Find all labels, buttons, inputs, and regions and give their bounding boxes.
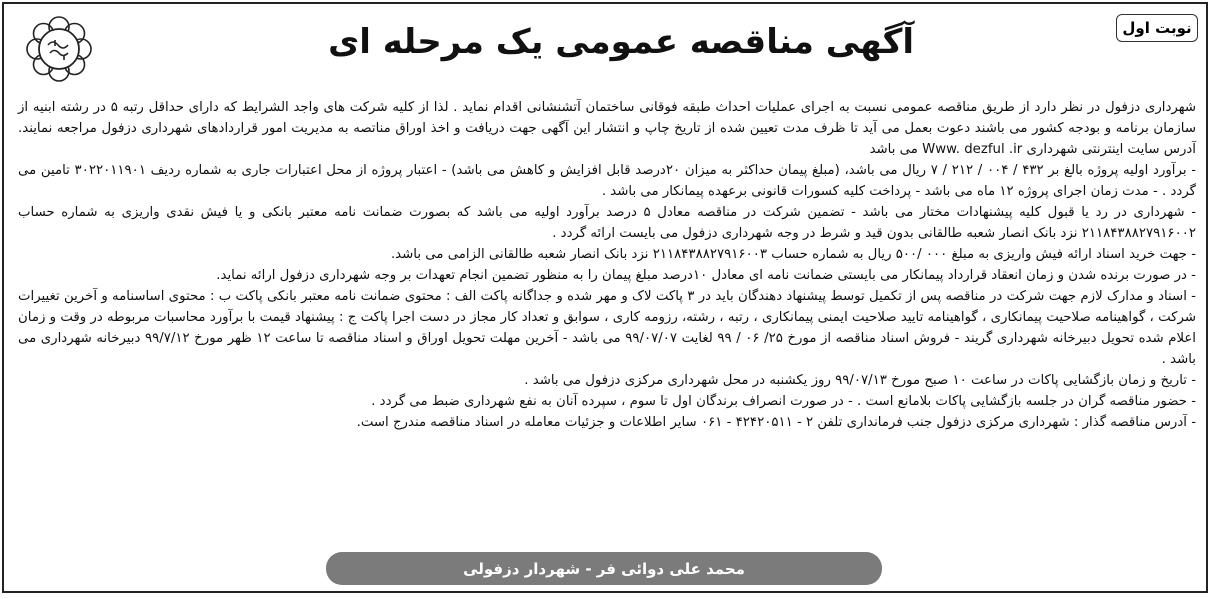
body-paragraph: - برآورد اولیه پروژه بالغ بر ۴۳۲ / ۰۰۴ / ۲۱۲ / ۷ ریال می باشد، (مبلغ پیمان حداکثر به میزان ۲۰درصد قابل افزایش و کاهش می باشد) - اعتبار پروژه از محل اعتبارات جاری به شماره ردیف ۳۰۲۲۰۱۱۹۰۱ تامین می گردد . - مدت زمان اجرای پروژه ۱۲ ماه می باشد - پرداخت کلیه کسورات قانونی برعهده پیمانکار می باشد . [18, 163, 1196, 199]
round-label: نوبت اول [1116, 14, 1198, 42]
municipality-logo-icon [22, 12, 96, 86]
notice-body [18, 97, 1196, 433]
body-paragraph: - آدرس مناقصه گذار : شهرداری مرکزی دزفول جنب فرمانداری تلفن ۲ - ۴۲۴۲۰۵۱۱ - ۰۶۱ سایر اطلاعات و جزئیات معامله در اسناد مناقصه مندرج است. [356, 415, 1196, 430]
body-paragraph: - جهت خرید اسناد ارائه فیش واریزی به مبلغ ۰۰۰ /۵۰۰ ریال به شماره حساب ۲۱۱۸۴۳۸۸۲۷۹۱۶۰۰۳ نزد بانک انصار شعبه طالقانی الزامی می باشد. [390, 247, 1196, 262]
body-paragraph: - اسناد و مدارک لازم جهت شرکت در مناقصه پس از تکمیل توسط پیشنهاد دهندگان باید در ۳ پاکت لاک و مهر شده و جداگانه پاکت الف : محتوی ضمانت نامه معتبر بانکی پاکت ب : محتوی اساسنامه و آخرین تغییرات شرکت ، گواهینامه صلاحیت پیمانکاری ، گواهینامه تایید صلاحیت ایمنی پیمانکاری ، رتبه ، رشته، رزومه کاری ، سوابق و تعداد کار مجاز در دست اجرا پاکت ج : پیشنهاد قیمت با برآورد محاسبات مربوطه در وقت و زمان اعلام شده تحویل دبیرخانه شهرداری گریند - فروش اسناد مناقصه از مورخ ۲۵/ ۰۶ / ۹۹ لغایت ۹۹/۰۷/۰۷ می باشد - آخرین مهلت تحویل اوراق و اسناد مناقصه تا ساعت ۱۲ ظهر مورخ ۹۹/۷/۱۲ دبیرخانه شهرداری می باشد . [18, 289, 1197, 367]
body-paragraph: - تاریخ و زمان بازگشایی پاکات در ساعت ۱۰ صبح مورخ ۹۹/۰۷/۱۳ روز یکشنبه در محل شهرداری مرکزی دزفول می باشد . [524, 373, 1196, 388]
notice-header [4, 4, 1206, 92]
notice-title: آگهی مناقصه عمومی یک مرحله ای [328, 22, 914, 62]
notice-frame [2, 2, 1208, 593]
body-paragraph: - شهرداری در رد یا قبول کلیه پیشنهادات مختار می باشد - تضمین شرکت در مناقصه معادل ۵ درصد برآورد اولیه می باشد که بصورت ضمانت نامه معتبر بانکی و یا فیش نقدی واریزی به شماره حساب ۲۱۱۸۴۳۸۸۲۷۹۱۶۰۰۲ نزد بانک انصار شعبه طالقانی بدون قید و شرط در وجه شهرداری دزفول می بایست ارائه گردد . [18, 205, 1196, 241]
body-paragraph: - حضور مناقصه گران در جلسه بازگشایی پاکات بلامانع است . - در صورت انصراف برندگان اول تا سوم ، سپرده آنان به نفع شهرداری ضبط می گردد . [371, 394, 1196, 409]
body-paragraph: شهرداری دزفول در نظر دارد از طریق مناقصه عمومی نسبت به اجرای عملیات احداث طبقه فوقانی ساختمان آتشنشانی اقدام نماید . لذا از کلیه شرکت های واجد الشرایط که دارای حداقل رتبه ۵ در رشته ابنیه از سازمان برنامه و بودجه کشور می باشند دعوت بعمل می آید تا ظرف مدت تعیین شده از تاریخ چاپ و انتشار این آگهی جهت دریافت و اخذ اوراق مناتصه به مدیریت امور قراردادهای شهرداری دزفول مراجعه نمایند. آدرس سایت اینترنتی شهرداری Www. dezful .ir می باشد [18, 100, 1196, 157]
signature-banner: محمد علی دوائی فر - شهردار دزفولی [326, 552, 882, 585]
body-paragraph: - در صورت برنده شدن و زمان انعقاد قرارداد پیمانکار می بایستی ضمانت نامه ای معادل ۱۰درصد مبلغ پیمان را به منظور تضمین انجام تعهدات بر وجه شهرداری دزفول ارائه نماید. [216, 268, 1196, 283]
